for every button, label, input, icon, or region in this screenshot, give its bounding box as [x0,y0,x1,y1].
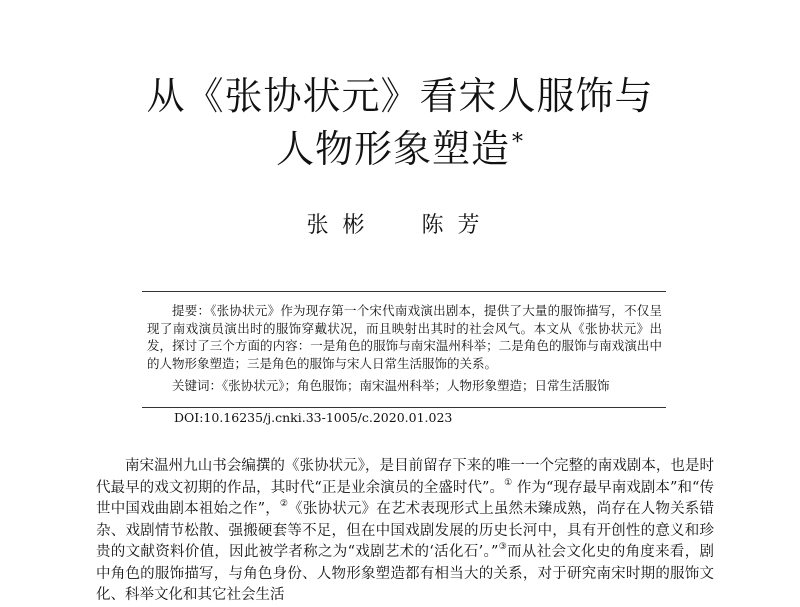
body-seg-4: 而从社会文化史的角度来看，剧中角色的服饰描写，与角色身份、人物形象塑造都有相当大的关系，对于研究南宋时期的服饰文化、科举文化和其它社会生活 [96,544,715,603]
title-text-2: 人物形象塑造 [275,127,510,171]
keywords [147,377,662,395]
title-footnote-mark: * [512,130,524,155]
author-1: 张彬 [306,213,379,238]
abstract-label: 提要： [172,303,211,318]
footnote-ref-2[interactable]: ② [279,499,289,510]
body-seg-2: 作为“现存最早南戏剧本”和“传世中国戏曲剧本祖始之作”， [96,479,714,517]
body-seg-3: 《张协状元》在艺术表现形式上虽然未臻成熟，尚存在人物关系错杂、戏剧情节松散、强搬硬套等不足，但在中国戏剧发展的历史长河中，具有开创性的意义和珍贵的文献资料价值，因此被学者称之为“戏剧艺术的‘活化石’。” [96,501,714,560]
keywords-label: 关键词： [172,378,223,393]
paper-title-line-1 [0,74,800,118]
body-seg-1: 南宋温州九山书会编撰的《张协状元》，是目前留存下来的唯一一个完整的南戏剧本，也是时代最早的戏文初期的作品，其时代“正是业余演员的全盛时代”。 [96,458,714,496]
author-2: 陈芳 [421,213,494,238]
paper-title-line-2 [0,127,800,171]
abstract [147,302,662,372]
footnote-ref-1[interactable]: ① [504,477,513,488]
abstract-body: 《张协状元》作为现存第一个宋代南戏演出剧本，提供了大量的服饰描写，不仅呈现了南戏演员演出时的服饰穿戴状况，而且映射出其时的社会风气。本文从《张协状元》出发，探讨了三个方面的内容：一是角色的服饰与南宋温州科举；二是角色的服饰与南戏演出中的人物形象塑造；三是角色的服饰与宋人日常生活服饰的关系。 [147,303,662,371]
footnote-ref-3[interactable]: ③ [498,542,508,553]
keywords-body: 《张协状元》；角色服饰；南宋温州科举；人物形象塑造；日常生活服饰 [222,378,610,393]
body-paragraph [96,456,714,607]
doi: DOI:10.16235/j.cnki.33-1005/c.2020.01.023 [174,410,453,425]
author-list [0,212,800,240]
title-text-1: 从《张协状元》看宋人服饰与 [146,74,654,118]
abstract-box [142,291,666,408]
